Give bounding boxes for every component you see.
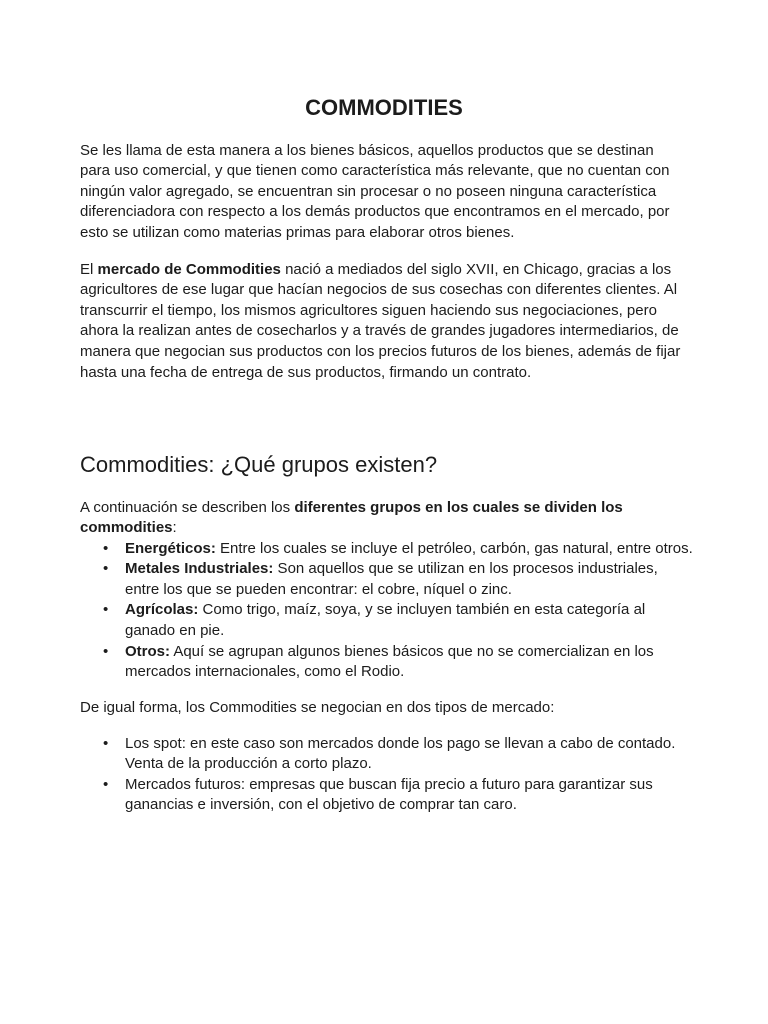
list-item-line <box>125 539 693 560</box>
definition-paragraph <box>80 141 670 244</box>
groups-intro-end: : <box>172 519 177 537</box>
paragraph-line: De igual forma, los Commodities se negocian en dos tipos de mercado: <box>80 698 555 716</box>
list-item-futuros <box>80 775 675 816</box>
groups-intro-bold: commodities <box>80 519 173 537</box>
paragraph-line: agricultores de ese lugar que hacían negocios de sus cosechas con diferentes clientes. Al <box>80 281 678 299</box>
history-paragraph <box>80 260 680 384</box>
list-item-metales-industriales <box>80 559 693 600</box>
list-item-line: entre los que se pueden encontrar: el cobre, níquel o zinc. <box>125 580 512 598</box>
paragraph-line <box>80 518 623 539</box>
list-item-label: Metales Industriales: <box>125 560 274 578</box>
markets-intro-paragraph <box>80 698 554 719</box>
paragraph-line: esto se utilizan como materias primas para elaborar otros bienes. <box>80 223 515 241</box>
list-item-line: Los spot: en este caso son mercados donde los pago se llevan a cabo de contado. <box>125 734 676 752</box>
list-item-text: Como trigo, maíz, soya, y se incluyen también en esta categoría al <box>198 601 646 619</box>
paragraph-line: ningún valor agregado, se encuentran sin procesar o no poseen ninguna característica <box>80 182 657 200</box>
history-bold-term: mercado de Commodities <box>97 260 281 278</box>
markets-list <box>80 734 675 816</box>
bullet-icon: • <box>103 642 109 660</box>
list-item-spot <box>80 734 675 775</box>
bullet-icon: • <box>103 734 109 752</box>
list-item-line: mercados internacionales, como el Rodio. <box>125 663 405 681</box>
list-item-text: Entre los cuales se incluye el petróleo, carbón, gas natural, entre otros. <box>215 539 693 557</box>
history-text-after: nació a mediados del siglo XVII, en Chicago, gracias a los <box>280 260 672 278</box>
list-item-energeticos <box>80 539 693 560</box>
paragraph-line <box>80 498 623 519</box>
paragraph-line <box>80 260 680 281</box>
paragraph-line: manera que negocian sus productos con los precios futuros de los bienes, además de fijar <box>80 343 681 361</box>
history-text-before: El <box>80 260 98 278</box>
list-item-label: Energéticos: <box>125 539 216 557</box>
list-item-line <box>125 642 693 663</box>
paragraph-line: diferenciadora con respecto a los demás productos que encontramos en el mercado, por <box>80 203 670 221</box>
bullet-icon: • <box>103 539 109 557</box>
list-item-line: Mercados futuros: empresas que buscan fija precio a futuro para garantizar sus <box>125 775 653 793</box>
list-item-line: Venta de la producción a corto plazo. <box>125 755 372 773</box>
list-item-agricolas <box>80 600 693 641</box>
list-item-line: ganancias e inversión, con el objetivo de comprar tan caro. <box>125 796 517 814</box>
paragraph-line: para uso comercial, y que tienen como característica más relevante, que no cuentan con <box>80 162 670 180</box>
list-item-label: Agrícolas: <box>125 601 199 619</box>
paragraph-line: transcurrir el tiempo, los mismos agricultores siguen haciendo sus negociaciones, pero <box>80 301 657 319</box>
bullet-icon: • <box>103 560 109 578</box>
groups-heading: Commodities: ¿Qué grupos existen? <box>80 452 438 477</box>
bullet-icon: • <box>103 601 109 619</box>
bullet-icon: • <box>103 775 109 793</box>
list-item-text: Son aquellos que se utilizan en los procesos industriales, <box>273 560 658 578</box>
document-title: COMMODITIES <box>305 95 463 120</box>
list-item-otros <box>80 642 693 683</box>
groups-intro-paragraph <box>80 498 623 539</box>
groups-intro-bold: diferentes grupos en los cuales se dividen los <box>294 498 623 516</box>
groups-list <box>80 539 693 683</box>
list-item-line <box>125 600 693 621</box>
paragraph-line: ahora la realizan antes de cosecharlos y a través de grandes jugadores intermediarios, de <box>80 322 679 340</box>
list-item-line: ganado en pie. <box>125 622 225 640</box>
paragraph-line: Se les llama de esta manera a los bienes básicos, aquellos productos que se destinan <box>80 141 654 159</box>
list-item-text: Aquí se agrupan algunos bienes básicos que no se comercializan en los <box>170 642 654 660</box>
groups-intro-text: A continuación se describen los <box>80 498 295 516</box>
list-item-label: Otros: <box>125 642 170 660</box>
list-item-line <box>125 559 693 580</box>
paragraph-line: hasta una fecha de entrega de sus productos, firmando un contrato. <box>80 363 532 381</box>
